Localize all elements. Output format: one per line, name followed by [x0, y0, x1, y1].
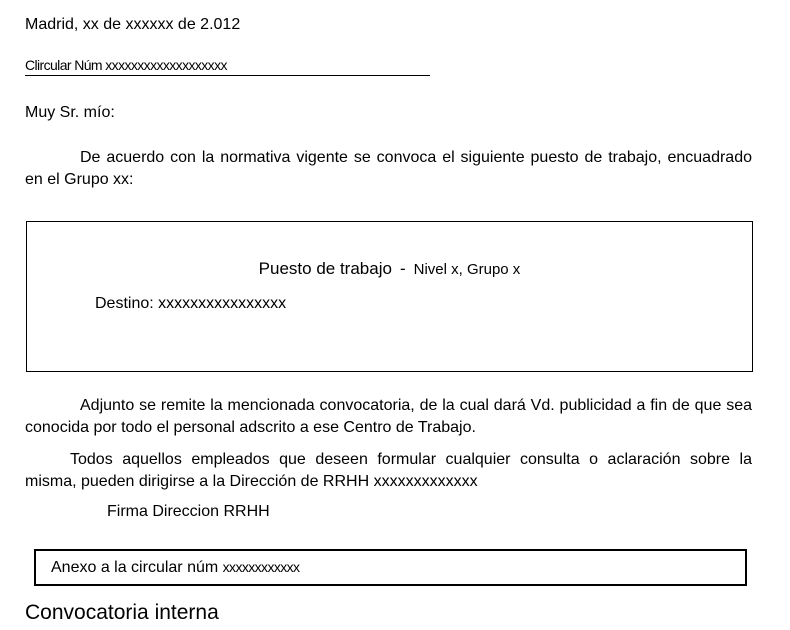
job-destination: Destino: xxxxxxxxxxxxxxxx: [95, 295, 287, 312]
intro-paragraph: De acuerdo con la normativa vigente se convoca el siguiente puesto de trabajo, encuadrado en el Grupo xx:: [25, 149, 752, 188]
job-position-box: [26, 221, 753, 372]
annex-box: [34, 549, 747, 586]
circular-reference: Clircular Núm xxxxxxxxxxxxxxxxxxx: [25, 57, 430, 76]
annex-code: xxxxxxxxxxxx: [222, 559, 300, 575]
annex-line: [51, 559, 299, 577]
job-title: Puesto de trabajo: [258, 259, 392, 278]
job-title-separator: -: [399, 259, 406, 278]
inquiries-paragraph: Todos aquellos empleados que deseen formular cualquier consulta o aclaración sobre la misma, pueden dirigirse a la Dirección de RRHH xxxxxxxxxxxxx: [25, 451, 752, 490]
job-level-group: Nivel x, Grupo x: [413, 261, 521, 278]
attachment-paragraph: Adjunto se remite la mencionada convocatoria, de la cual dará Vd. publicidad a fin de que sea conocida por todo el personal adscrito a ese Centro de Trabajo.: [25, 397, 752, 436]
annex-label: Anexo a la circular núm: [51, 559, 219, 576]
salutation: Muy Sr. mío:: [25, 104, 115, 121]
signature: Firma Direccion RRHH: [107, 503, 270, 520]
job-title-line: [27, 259, 752, 279]
section-title: Convocatoria interna: [25, 601, 219, 624]
date-line: Madrid, xx de xxxxxx de 2.012: [25, 16, 241, 33]
